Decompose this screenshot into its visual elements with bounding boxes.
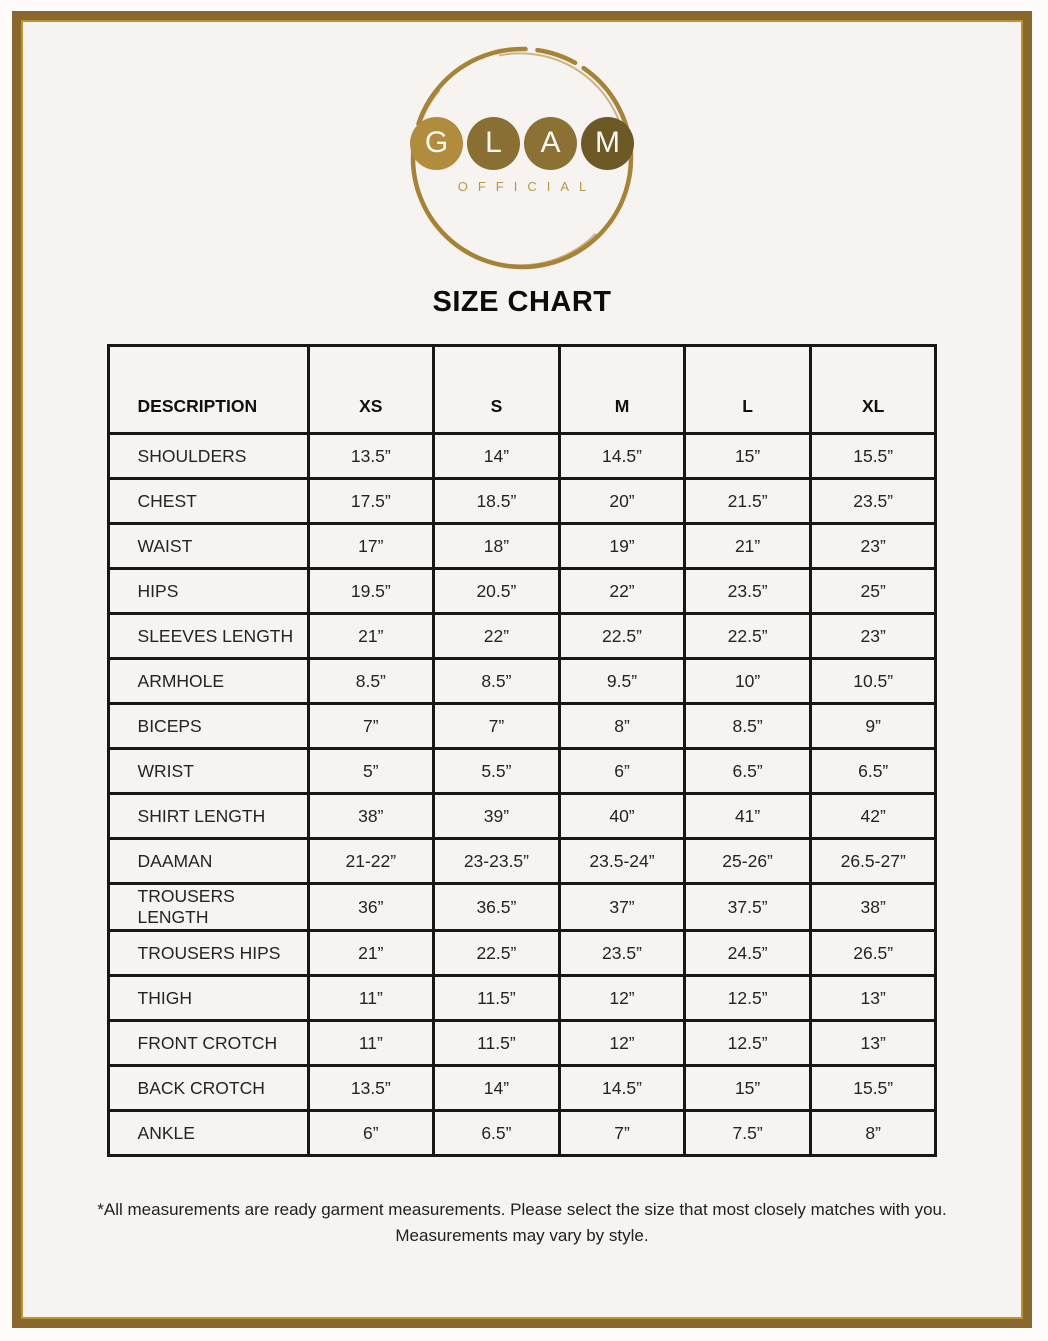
measurement-cell: 6.5” [810, 749, 936, 794]
measurement-cell: 22.5” [559, 614, 685, 659]
measurement-cell: 14” [434, 1066, 560, 1111]
page-title: SIZE CHART [432, 286, 612, 318]
measurement-cell: 25” [810, 569, 936, 614]
row-label: THIGH [108, 976, 308, 1021]
measurement-cell: 23.5” [559, 931, 685, 976]
measurement-cell: 10.5” [810, 659, 936, 704]
row-label: DAAMAN [108, 839, 308, 884]
table-row [108, 704, 936, 749]
measurement-cell: 39” [434, 794, 560, 839]
measurement-cell: 14.5” [559, 1066, 685, 1111]
row-label: WAIST [108, 524, 308, 569]
measurement-cell: 17.5” [308, 479, 434, 524]
column-header-xl: XL [810, 346, 936, 434]
row-label: FRONT CROTCH [108, 1021, 308, 1066]
measurement-cell: 38” [308, 794, 434, 839]
measurement-cell: 11” [308, 1021, 434, 1066]
measurement-cell: 22.5” [685, 614, 811, 659]
logo-letter-circle: L [467, 117, 520, 170]
logo-letter-circle: G [410, 117, 463, 170]
row-label: SHIRT LENGTH [108, 794, 308, 839]
logo-inner [406, 42, 638, 274]
measurement-cell: 5” [308, 749, 434, 794]
footnote-line-1: *All measurements are ready garment measurements. Please select the size that most closely matches with you. [97, 1200, 947, 1219]
table-row [108, 479, 936, 524]
measurement-cell: 12.5” [685, 976, 811, 1021]
measurement-cell: 18.5” [434, 479, 560, 524]
measurement-cell: 12.5” [685, 1021, 811, 1066]
table-row [108, 1111, 936, 1156]
measurement-cell: 17” [308, 524, 434, 569]
row-label: SLEEVES LENGTH [108, 614, 308, 659]
table-row [108, 614, 936, 659]
row-label: TROUSERS HIPS [108, 931, 308, 976]
measurement-cell: 6” [308, 1111, 434, 1156]
measurement-cell: 24.5” [685, 931, 811, 976]
measurement-cell: 21-22” [308, 839, 434, 884]
measurement-cell: 22” [559, 569, 685, 614]
measurement-cell: 6.5” [685, 749, 811, 794]
measurement-cell: 12” [559, 976, 685, 1021]
measurement-cell: 21.5” [685, 479, 811, 524]
measurement-cell: 14” [434, 434, 560, 479]
brand-logo [406, 42, 638, 274]
measurement-cell: 21” [308, 614, 434, 659]
table-row [108, 569, 936, 614]
measurement-cell: 38” [810, 884, 936, 931]
measurement-cell: 6” [559, 749, 685, 794]
measurement-cell: 11.5” [434, 1021, 560, 1066]
table-row [108, 884, 936, 931]
measurement-cell: 13.5” [308, 434, 434, 479]
row-label: ANKLE [108, 1111, 308, 1156]
row-label: HIPS [108, 569, 308, 614]
measurement-cell: 40” [559, 794, 685, 839]
sheet-content [21, 20, 1023, 1319]
row-label: TROUSERS LENGTH [108, 884, 308, 931]
table-row [108, 976, 936, 1021]
table-row [108, 749, 936, 794]
measurement-cell: 8.5” [434, 659, 560, 704]
column-header-description: DESCRIPTION [108, 346, 308, 434]
logo-letter-circle: M [581, 117, 634, 170]
measurement-cell: 22.5” [434, 931, 560, 976]
measurement-cell: 9” [810, 704, 936, 749]
table-row [108, 1021, 936, 1066]
measurement-cell: 42” [810, 794, 936, 839]
measurement-cell: 37” [559, 884, 685, 931]
measurement-cell: 36.5” [434, 884, 560, 931]
measurement-cell: 21” [308, 931, 434, 976]
table-row [108, 839, 936, 884]
column-header-m: M [559, 346, 685, 434]
measurement-cell: 12” [559, 1021, 685, 1066]
measurement-cell: 23.5” [685, 569, 811, 614]
measurement-cell: 20.5” [434, 569, 560, 614]
measurement-cell: 23” [810, 614, 936, 659]
measurement-cell: 13” [810, 976, 936, 1021]
footnote-line-2: Measurements may vary by style. [395, 1226, 649, 1246]
measurement-cell: 8” [810, 1111, 936, 1156]
measurement-cell: 11.5” [434, 976, 560, 1021]
measurement-cell: 36” [308, 884, 434, 931]
measurement-cell: 14.5” [559, 434, 685, 479]
measurement-cell: 13.5” [308, 1066, 434, 1111]
footnote [97, 1197, 946, 1250]
measurement-cell: 22” [434, 614, 560, 659]
row-label: CHEST [108, 479, 308, 524]
row-label: BACK CROTCH [108, 1066, 308, 1111]
column-header-s: S [434, 346, 560, 434]
measurement-cell: 23.5-24” [559, 839, 685, 884]
column-header-xs: XS [308, 346, 434, 434]
measurement-cell: 9.5” [559, 659, 685, 704]
measurement-cell: 10” [685, 659, 811, 704]
measurement-cell: 6.5” [434, 1111, 560, 1156]
measurement-cell: 18” [434, 524, 560, 569]
measurement-cell: 21” [685, 524, 811, 569]
table-row [108, 434, 936, 479]
table-row [108, 794, 936, 839]
row-label: ARMHOLE [108, 659, 308, 704]
measurement-cell: 8.5” [685, 704, 811, 749]
measurement-cell: 7.5” [685, 1111, 811, 1156]
logo-letters [410, 117, 634, 170]
measurement-cell: 15” [685, 434, 811, 479]
measurement-cell: 15” [685, 1066, 811, 1111]
size-chart-table [107, 344, 938, 1157]
table-row [108, 524, 936, 569]
measurement-cell: 8” [559, 704, 685, 749]
measurement-cell: 26.5-27” [810, 839, 936, 884]
measurement-cell: 15.5” [810, 434, 936, 479]
table-header-row [108, 346, 936, 434]
measurement-cell: 13” [810, 1021, 936, 1066]
measurement-cell: 23.5” [810, 479, 936, 524]
logo-letter-circle: A [524, 117, 577, 170]
measurement-cell: 11” [308, 976, 434, 1021]
measurement-cell: 5.5” [434, 749, 560, 794]
table-row [108, 931, 936, 976]
table-row [108, 659, 936, 704]
logo-subtext: OFFICIAL [457, 178, 597, 194]
measurement-cell: 26.5” [810, 931, 936, 976]
measurement-cell: 7” [434, 704, 560, 749]
measurement-cell: 15.5” [810, 1066, 936, 1111]
measurement-cell: 37.5” [685, 884, 811, 931]
measurement-cell: 19.5” [308, 569, 434, 614]
measurement-cell: 19” [559, 524, 685, 569]
measurement-cell: 8.5” [308, 659, 434, 704]
row-label: SHOULDERS [108, 434, 308, 479]
measurement-cell: 23-23.5” [434, 839, 560, 884]
row-label: BICEPS [108, 704, 308, 749]
measurement-cell: 25-26” [685, 839, 811, 884]
measurement-cell: 20” [559, 479, 685, 524]
table-row [108, 1066, 936, 1111]
measurement-cell: 7” [559, 1111, 685, 1156]
column-header-l: L [685, 346, 811, 434]
measurement-cell: 7” [308, 704, 434, 749]
row-label: WRIST [108, 749, 308, 794]
measurement-cell: 23” [810, 524, 936, 569]
decorative-gold-frame [12, 11, 1032, 1328]
measurement-cell: 41” [685, 794, 811, 839]
